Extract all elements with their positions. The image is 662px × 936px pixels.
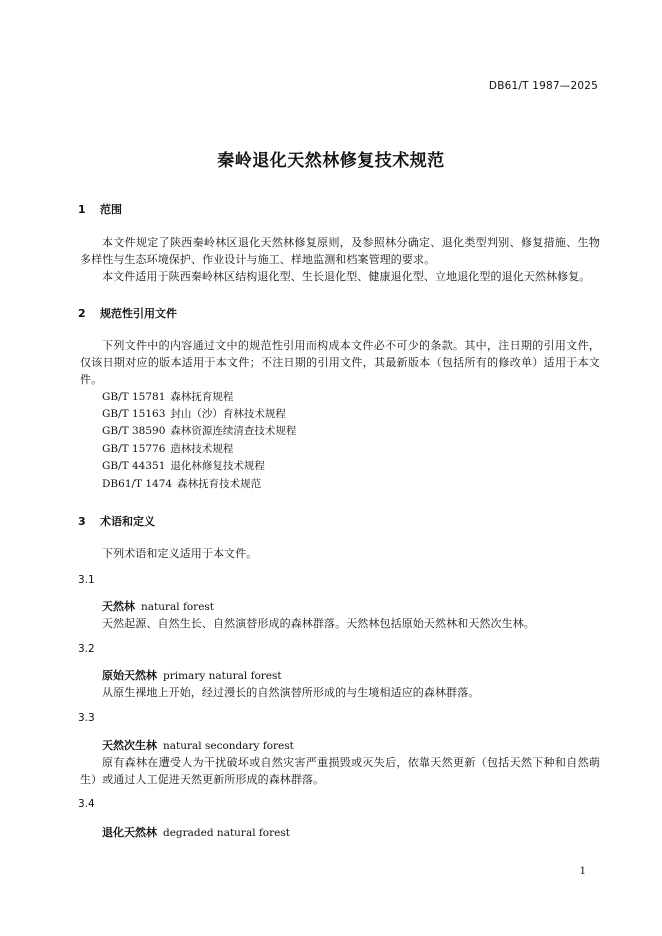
document-title: 秦岭退化天然林修复技术规范 [217, 151, 445, 171]
term-number: 3.1 [78, 574, 95, 586]
term-english: natural secondary forest [163, 740, 294, 752]
reference-name: 森林资源连续清查技术规程 [170, 425, 297, 437]
term-heading [102, 737, 294, 753]
section-number: 2 [78, 307, 86, 320]
term-english: primary natural forest [163, 670, 282, 682]
term-english: degraded natural forest [163, 827, 290, 839]
reference-code: DB61/T 1474 [102, 478, 173, 490]
reference-name: 退化林修复技术规程 [170, 460, 265, 472]
reference-item [102, 441, 233, 456]
normative-intro: 下列文件中的内容通过文中的规范性引用而构成本文件必不可少的条款。其中，注日期的引用文件，仅该日期对应的版本适用于本文件；不注日期的引用文件，其最新版本（包括所有的修改单）适用于本文件。 [80, 339, 600, 386]
terms-intro: 下列术语和定义适用于本文件。 [102, 547, 258, 560]
term-number: 3.2 [78, 643, 95, 655]
reference-code: GB/T 44351 [102, 460, 166, 472]
scope-paragraph-1: 本文件规定了陕西秦岭林区退化天然林修复原则，及参照林分确定、退化类型判别、修复措施、生物多样性与生态环境保护、作业设计与施工、样地监测和档案管理的要求。 [80, 236, 600, 266]
section-title: 术语和定义 [100, 515, 155, 528]
standard-number: DB61/T 1987—2025 [488, 80, 598, 92]
reference-name: 封山（沙）育林技术规程 [170, 408, 286, 420]
reference-item [102, 423, 296, 438]
scope-paragraph-2: 本文件适用于陕西秦岭林区结构退化型、生长退化型、健康退化型、立地退化型的退化天然林修复。 [102, 270, 591, 283]
section-number: 3 [78, 515, 86, 528]
reference-code: GB/T 15163 [102, 408, 166, 420]
reference-item [102, 458, 265, 473]
reference-item [102, 476, 261, 491]
term-number: 3.3 [78, 712, 95, 724]
term-heading [102, 824, 290, 840]
section-title: 范围 [100, 203, 122, 216]
term-number: 3.4 [78, 798, 95, 810]
term-english: natural forest [141, 601, 215, 613]
reference-item [102, 389, 233, 404]
reference-code: GB/T 15781 [102, 391, 166, 403]
term-chinese: 原始天然林 [102, 669, 157, 682]
term-definition: 天然起源、自然生长、自然演替形成的森林群落。天然林包括原始天然林和天然次生林。 [102, 617, 535, 630]
section-heading-terms [78, 513, 155, 529]
term-chinese: 天然次生林 [102, 739, 157, 752]
term-definition: 原有森林在遭受人为干扰破坏或自然灾害严重损毁或灭失后，依靠天然更新（包括天然下种和自然萌生）或通过人工促进天然更新所形成的森林群落。 [80, 756, 600, 786]
section-title: 规范性引用文件 [100, 307, 177, 320]
section-heading-normative [78, 305, 177, 321]
term-chinese: 退化天然林 [102, 826, 157, 839]
reference-item [102, 406, 286, 421]
reference-code: GB/T 38590 [102, 425, 166, 437]
reference-code: GB/T 15776 [102, 443, 166, 455]
term-chinese: 天然林 [102, 600, 135, 613]
page-number: 1 [579, 866, 586, 877]
reference-name: 森林抚育技术规范 [177, 478, 262, 490]
section-heading-scope [78, 201, 122, 217]
term-heading [102, 667, 282, 683]
reference-name: 森林抚育规程 [170, 391, 234, 403]
section-number: 1 [78, 203, 86, 216]
reference-name: 造林技术规程 [170, 443, 234, 455]
term-heading [102, 598, 214, 614]
term-definition: 从原生裸地上开始，经过漫长的自然演替所形成的与生境相适应的森林群落。 [102, 686, 480, 699]
